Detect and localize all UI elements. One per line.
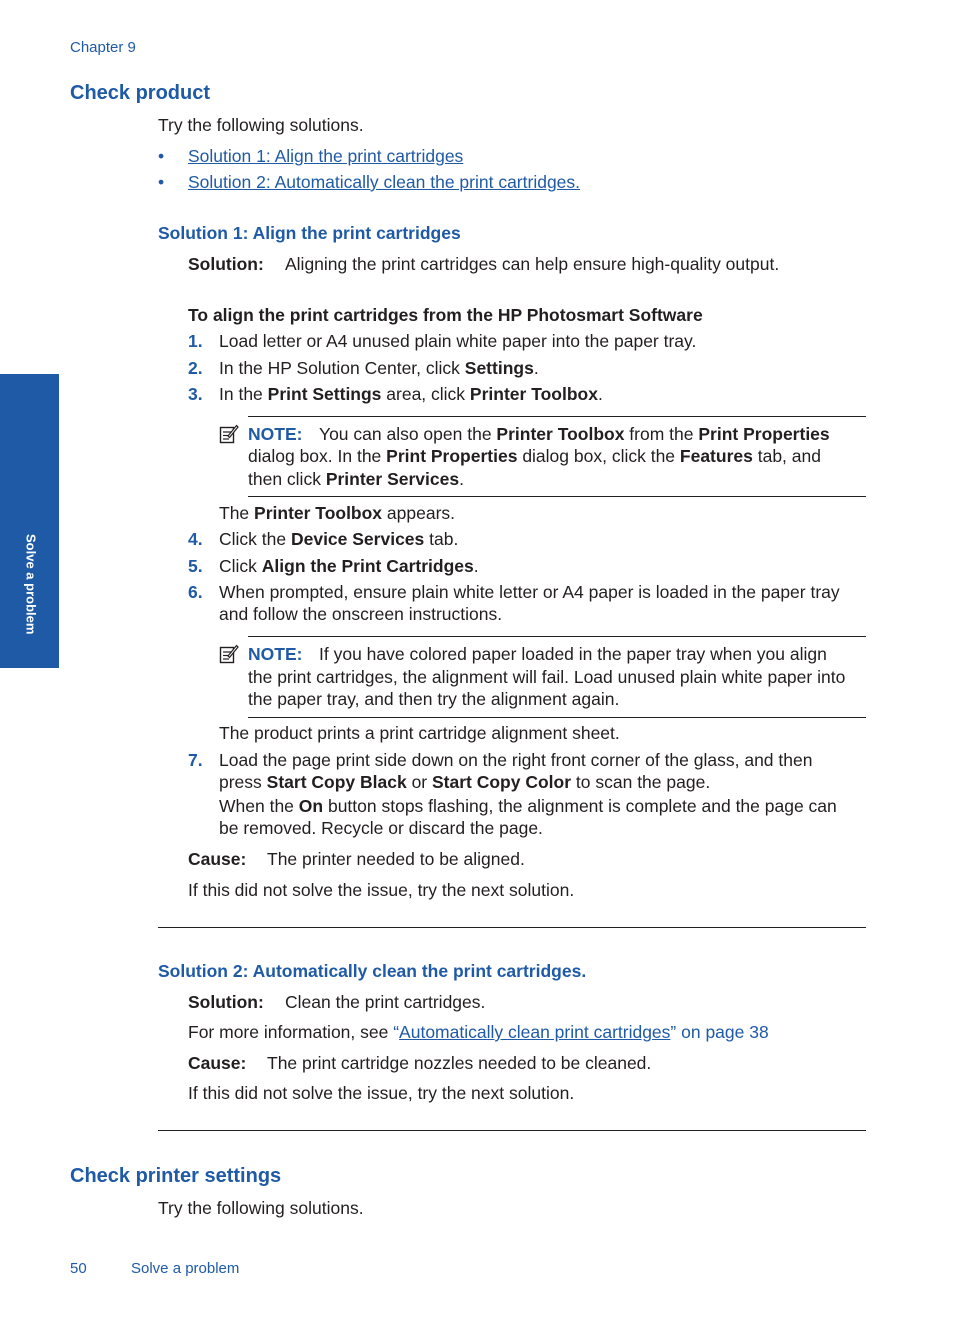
- note2-line1: NOTE: If you have colored paper loaded in the paper tray when you align: [248, 644, 827, 664]
- solution-text: Clean the print cartridges.: [285, 992, 486, 1012]
- page-number: 50: [70, 1260, 87, 1277]
- step-number: 7.: [188, 750, 203, 770]
- note-icon: [219, 644, 239, 664]
- step-7-line3: When the On button stops flashing, the alignment is complete and the page can: [219, 796, 837, 816]
- solution2-solution-line: [188, 991, 485, 1014]
- solution1-next: If this did not solve the issue, try the next solution.: [188, 880, 575, 900]
- solution2-next: If this did not solve the issue, try the next solution.: [188, 1083, 575, 1103]
- check-printer-settings-heading: Check printer settings: [70, 1165, 282, 1187]
- alignment-sheet-text: The product prints a print cartridge alignment sheet.: [219, 723, 620, 743]
- solution2-cause-line: [188, 1052, 651, 1075]
- check-printer-settings-intro: Try the following solutions.: [158, 1198, 364, 1218]
- step-number: 1.: [188, 331, 203, 351]
- solution1-link[interactable]: Solution 1: Align the print cartridges: [188, 146, 464, 166]
- more-info-link[interactable]: Automatically clean print cartridges: [399, 1022, 671, 1042]
- step-2-text: In the HP Solution Center, click Settings.: [219, 358, 539, 378]
- note1-line2: dialog box. In the Print Properties dialog box, click the Features tab, and: [248, 446, 821, 466]
- procedure-title: To align the print cartridges from the HP Photosmart Software: [188, 305, 703, 325]
- bullet-dot: •: [158, 172, 165, 192]
- note-top-rule: [248, 636, 866, 637]
- step-7-line1: Load the page print side down on the right front corner of the glass, and then: [219, 750, 813, 770]
- note-label: NOTE:: [248, 424, 303, 444]
- step-number: 4.: [188, 529, 203, 549]
- section-divider: [158, 1130, 866, 1131]
- note1-line1: NOTE: You can also open the Printer Toolbox from the Print Properties: [248, 424, 830, 444]
- solution2-heading: Solution 2: Automatically clean the print cartridges.: [158, 961, 587, 981]
- solution1-heading: Solution 1: Align the print cartridges: [158, 223, 461, 243]
- step-3-text: In the Print Settings area, click Printer Toolbox.: [219, 384, 603, 404]
- step-7-line2: press Start Copy Black or Start Copy Color to scan the page.: [219, 772, 711, 792]
- footer-section: Solve a problem: [131, 1260, 240, 1277]
- check-product-heading: Check product: [70, 82, 211, 104]
- solution1-cause-line: [188, 848, 525, 871]
- step-number: 6.: [188, 582, 203, 602]
- step-7-line4: be removed. Recycle or discard the page.: [219, 818, 543, 838]
- cause-label: Cause:: [188, 1053, 247, 1073]
- bullet-item: [158, 145, 164, 168]
- chapter-label: Chapter 9: [70, 39, 136, 56]
- step-number: 3.: [188, 384, 203, 404]
- side-tab-label: Solve a problem: [23, 534, 39, 635]
- note-icon: [219, 424, 239, 444]
- note-bottom-rule: [248, 717, 866, 718]
- solution-text: Aligning the print cartridges can help ensure high-quality output.: [285, 254, 780, 274]
- solution-label: Solution:: [188, 992, 264, 1012]
- note1-line3: then click Printer Services.: [248, 469, 464, 489]
- solution1-solution-line: [188, 253, 779, 276]
- solution2-link[interactable]: Solution 2: Automatically clean the print cartridges.: [188, 172, 581, 192]
- note-bottom-rule: [248, 496, 866, 497]
- step-6-line1: When prompted, ensure plain white letter or A4 paper is loaded in the paper tray: [219, 582, 840, 602]
- bullet-item: [158, 171, 164, 194]
- step-4-text: Click the Device Services tab.: [219, 529, 459, 549]
- cause-text: The print cartridge nozzles needed to be cleaned.: [267, 1053, 652, 1073]
- note-top-rule: [248, 416, 866, 417]
- note2-line2: the print cartridges, the alignment will fail. Load unused plain white paper into: [248, 667, 846, 687]
- toolbox-appears: The Printer Toolbox appears.: [219, 503, 456, 523]
- cause-text: The printer needed to be aligned.: [267, 849, 525, 869]
- bullet-dot: •: [158, 146, 165, 166]
- step-6-line2: and follow the onscreen instructions.: [219, 604, 503, 624]
- note2-line3: the paper tray, and then try the alignment again.: [248, 689, 620, 709]
- note-label: NOTE:: [248, 644, 303, 664]
- more-info-line: For more information, see “Automatically clean print cartridges” on page 38: [188, 1022, 769, 1042]
- check-product-intro: Try the following solutions.: [158, 115, 364, 135]
- step-number: 5.: [188, 556, 203, 576]
- cause-label: Cause:: [188, 849, 247, 869]
- step-number: 2.: [188, 358, 203, 378]
- step-5-text: Click Align the Print Cartridges.: [219, 556, 479, 576]
- step-1-text: Load letter or A4 unused plain white paper into the paper tray.: [219, 331, 697, 351]
- section-divider: [158, 927, 866, 928]
- solution-label: Solution:: [188, 254, 264, 274]
